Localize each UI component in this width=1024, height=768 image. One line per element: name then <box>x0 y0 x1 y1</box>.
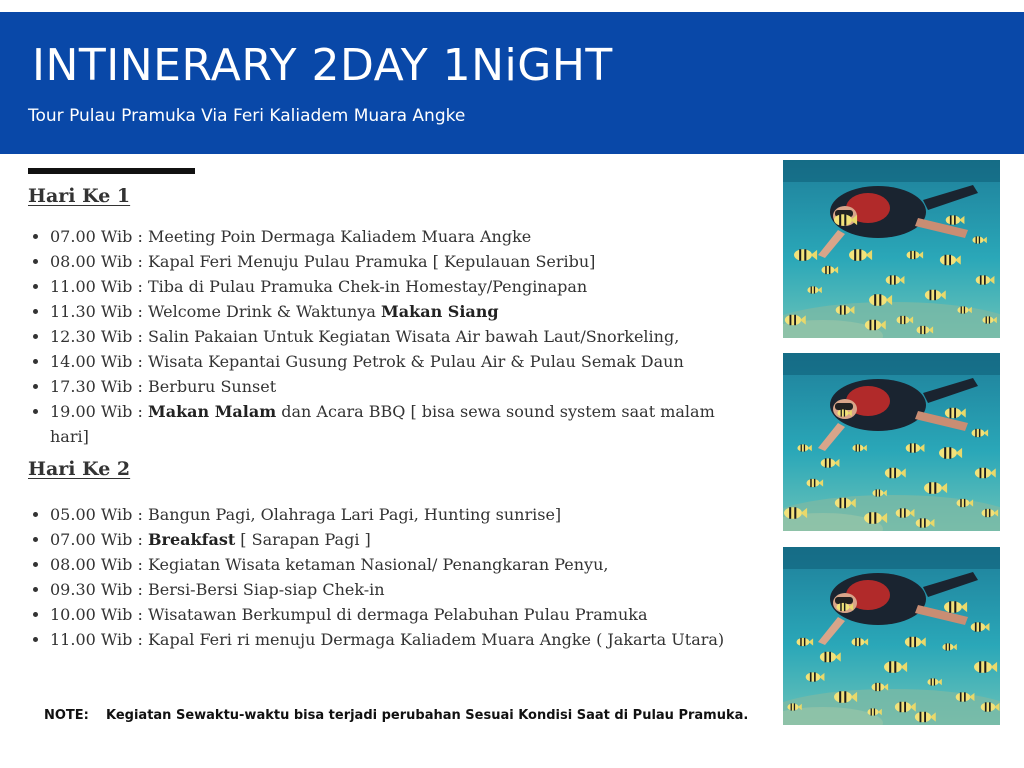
schedule-item <box>30 552 755 577</box>
snorkeling-image <box>783 547 1000 725</box>
schedule-item-text: 07.00 Wib : <box>50 530 148 549</box>
header-banner <box>0 12 1024 154</box>
day-1-schedule <box>30 224 755 449</box>
schedule-item <box>30 502 755 527</box>
snorkeling-photo-1 <box>783 160 1000 338</box>
schedule-item-text: 14.00 Wib : Wisata Kepantai Gusung Petrok & Pulau Air & Pulau Semak Daun <box>50 352 684 371</box>
schedule-item <box>30 224 755 249</box>
schedule-item <box>30 374 755 399</box>
schedule-item <box>30 602 755 627</box>
day-1-heading: Hari Ke 1 <box>28 185 131 207</box>
schedule-item-text: 17.30 Wib : Berburu Sunset <box>50 377 277 396</box>
schedule-item <box>30 399 755 449</box>
page-subtitle: Tour Pulau Pramuka Via Feri Kaliadem Muara Angke <box>28 106 466 126</box>
note-label: NOTE: <box>44 708 89 723</box>
note-text: Kegiatan Sewaktu-waktu bisa terjadi perubahan Sesuai Kondisi Saat di Pulau Pramuka. <box>106 708 749 723</box>
snorkeling-photo-2 <box>783 353 1000 531</box>
schedule-item-text: 11.00 Wib : Tiba di Pulau Pramuka Chek-in Homestay/Penginapan <box>50 277 588 296</box>
schedule-item-text: 08.00 Wib : Kegiatan Wisata ketaman Nasional/ Penangkaran Penyu, <box>50 555 609 574</box>
schedule-item <box>30 349 755 374</box>
schedule-item-highlight: Makan Siang <box>381 302 499 321</box>
page-title: INTINERARY 2DAY 1NiGHT <box>32 40 613 91</box>
schedule-item-text: 09.30 Wib : Bersi-Bersi Siap-siap Chek-in <box>50 580 385 599</box>
schedule-item-text: 10.00 Wib : Wisatawan Berkumpul di dermaga Pelabuhan Pulau Pramuka <box>50 605 648 624</box>
schedule-item-text: 11.00 Wib : Kapal Feri ri menuju Dermaga Kaliadem Muara Angke ( Jakarta Utara) <box>50 630 725 649</box>
schedule-item <box>30 249 755 274</box>
schedule-item <box>30 274 755 299</box>
schedule-item <box>30 627 755 652</box>
schedule-item-text: 11.30 Wib : Welcome Drink & Waktunya <box>50 302 382 321</box>
schedule-item-text: 08.00 Wib : Kapal Feri Menuju Pulau Pramuka [ Kepulauan Seribu] <box>50 252 596 271</box>
schedule-item-highlight: Makan Malam <box>147 402 277 421</box>
schedule-item <box>30 577 755 602</box>
schedule-item-text: 12.30 Wib : Salin Pakaian Untuk Kegiatan Wisata Air bawah Laut/Snorkeling, <box>50 327 680 346</box>
day-2-heading: Hari Ke 2 <box>28 458 131 480</box>
section-divider <box>28 168 195 174</box>
schedule-item <box>30 527 755 552</box>
schedule-item-text: 05.00 Wib : Bangun Pagi, Olahraga Lari Pagi, Hunting sunrise] <box>50 505 562 524</box>
schedule-item-text: 07.00 Wib : Meeting Poin Dermaga Kaliadem Muara Angke <box>50 227 532 246</box>
snorkeling-image <box>783 160 1000 338</box>
snorkeling-image <box>783 353 1000 531</box>
note <box>44 708 748 723</box>
schedule-item-text: 19.00 Wib : <box>50 402 148 421</box>
snorkeling-photo-3 <box>783 547 1000 725</box>
schedule-item <box>30 324 755 349</box>
schedule-item <box>30 299 755 324</box>
schedule-item-text: dan Acara BBQ [ bisa sewa sound system saat malam hari] <box>50 402 715 446</box>
day-2-schedule <box>30 502 755 652</box>
schedule-item-text: [ Sarapan Pagi ] <box>235 530 371 549</box>
schedule-item-highlight: Breakfast <box>147 530 236 549</box>
